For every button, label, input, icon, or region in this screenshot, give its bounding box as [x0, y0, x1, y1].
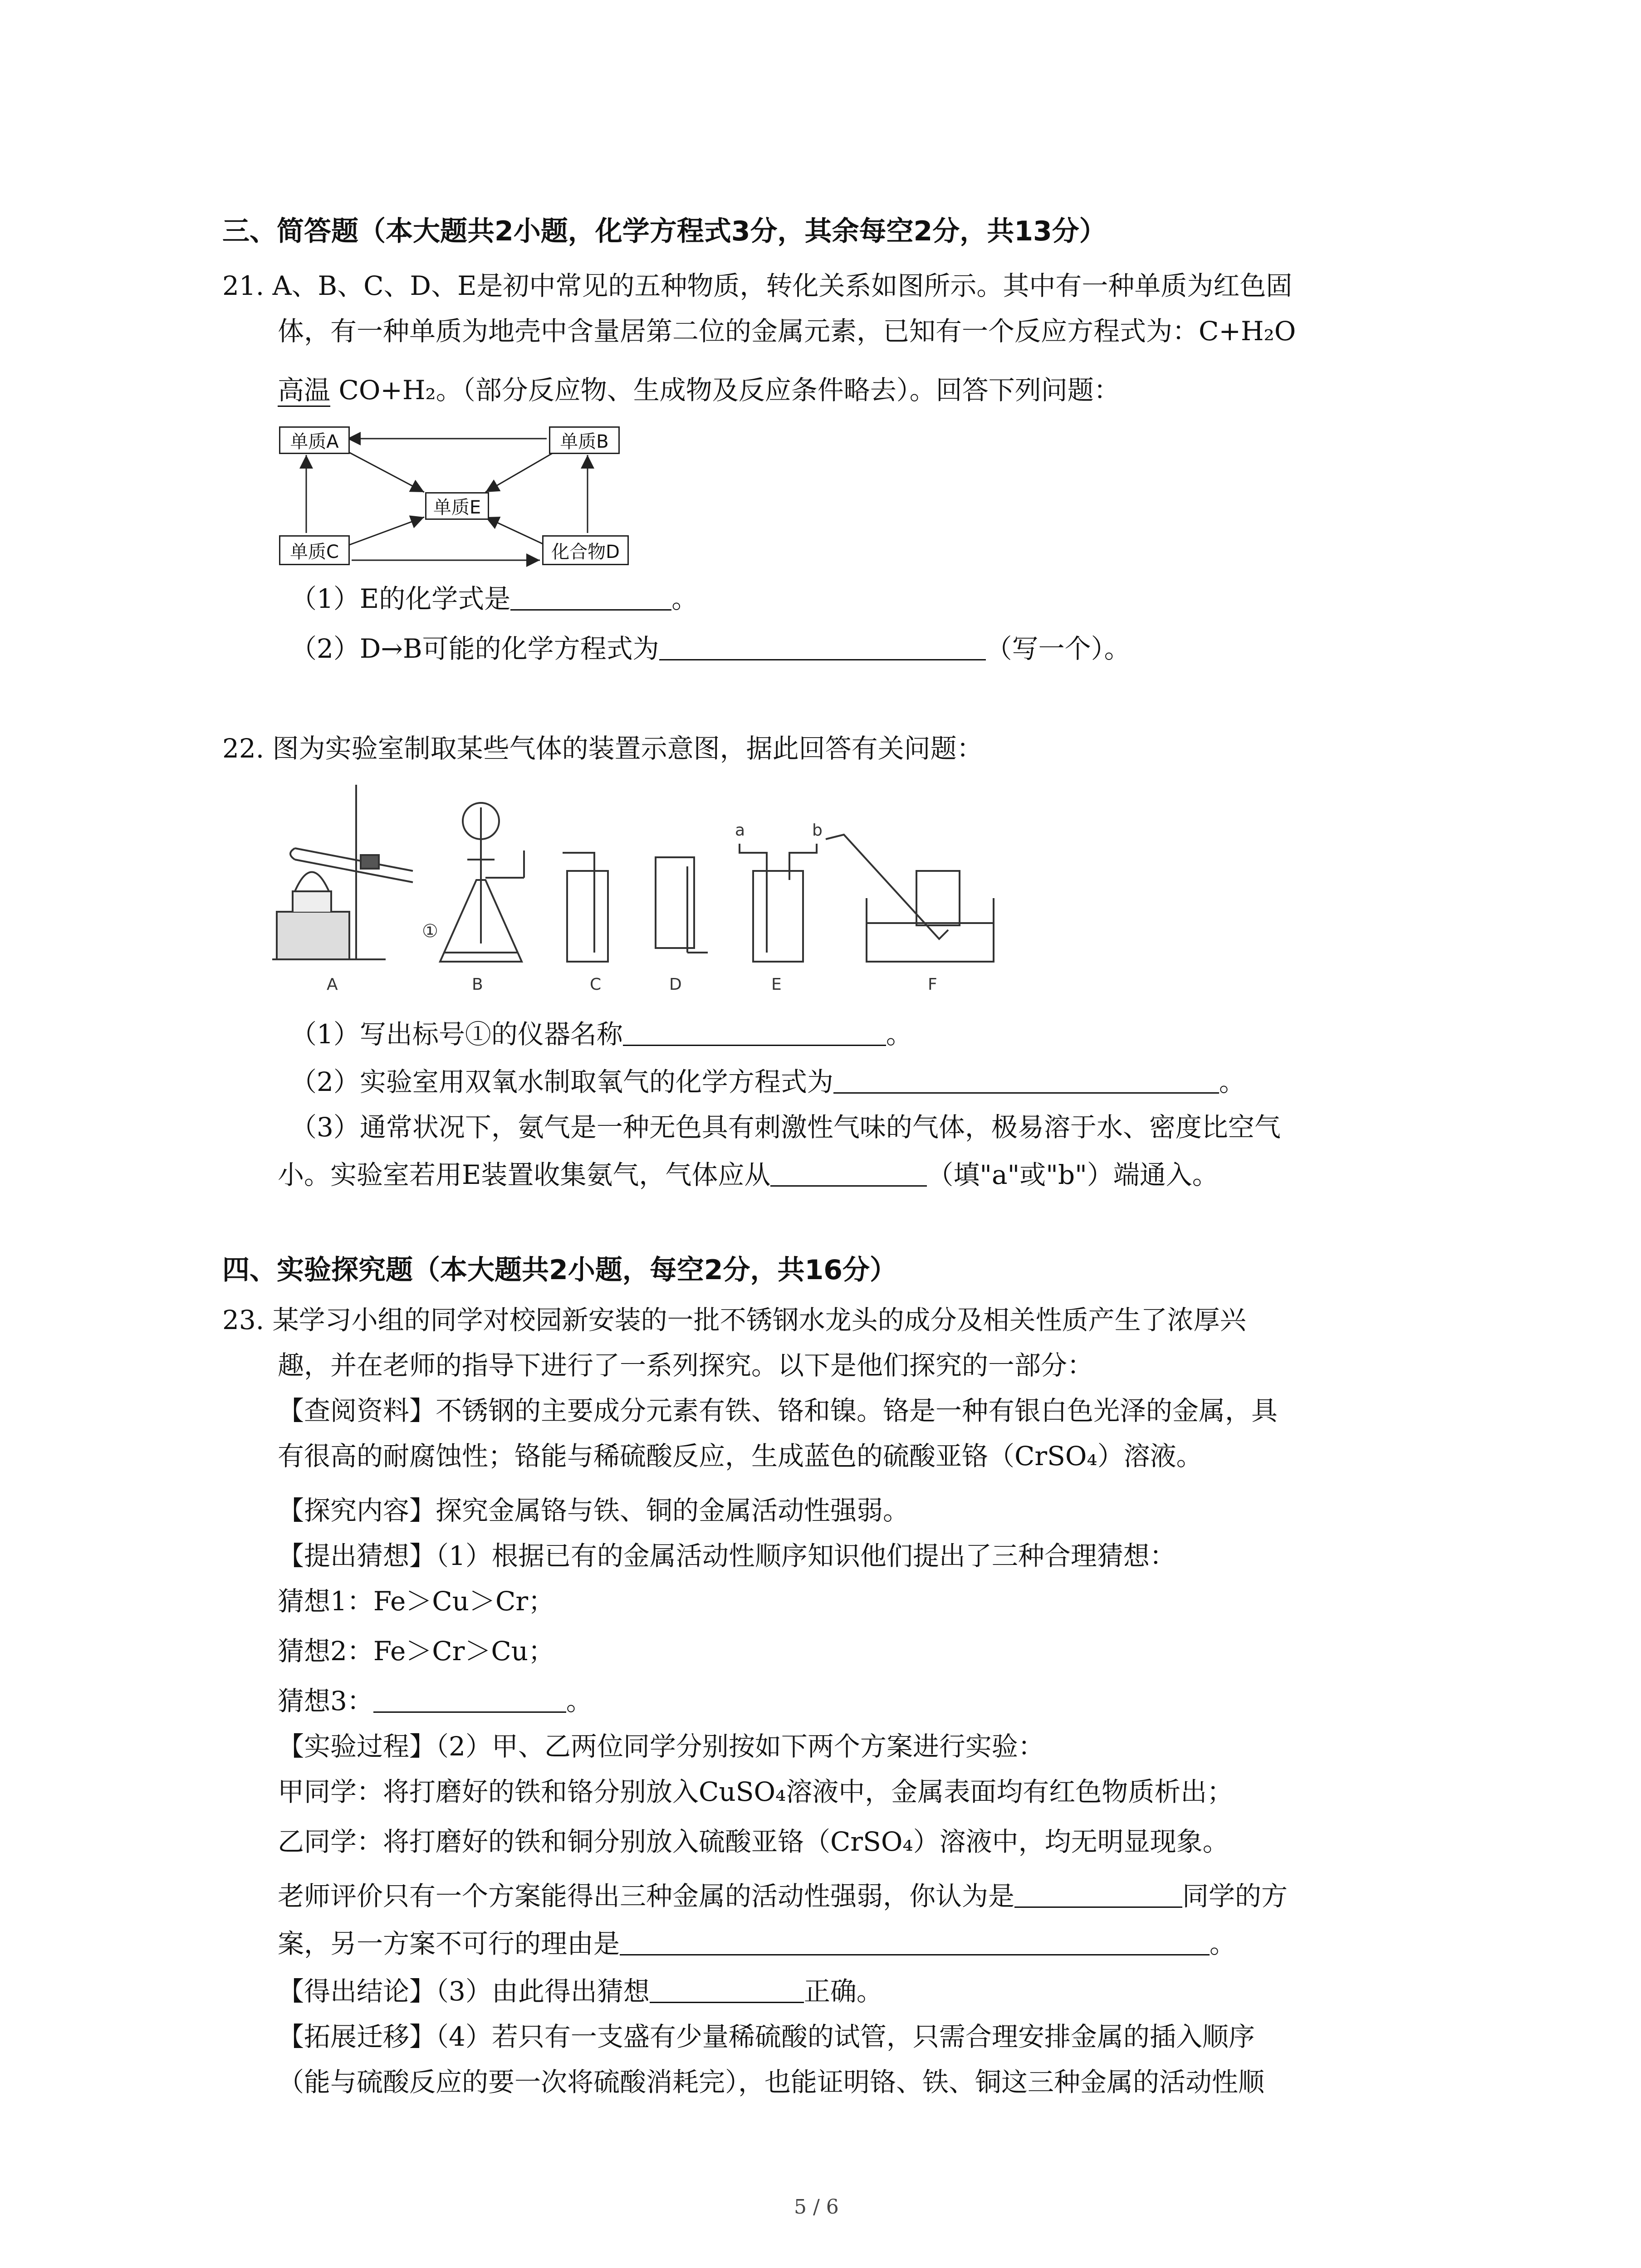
q23-line-6: 【提出猜想】（1）根据已有的金属活动性顺序知识他们提出了三种合理猜想： — [278, 1540, 1176, 1571]
section-4-title: 四、实验探究题（本大题共2小题，每空2分，共16分） — [222, 1254, 897, 1286]
q23-line-12: 乙同学：将打磨好的铁和铜分别放入硫酸亚铬（CrSO₄）溶液中，均无明显现象。 — [278, 1826, 1229, 1857]
reaction-condition: 高温 — [278, 375, 330, 407]
apparatus-d — [656, 857, 708, 953]
guess-3: 猜想3： 。 — [278, 1686, 593, 1716]
q22-line-1: 22. 图为实验室制取某些气体的装置示意图，据此回答有关问题： — [222, 733, 983, 764]
q23-line-2: 趣，并在老师的指导下进行了一系列探究。以下是他们探究的一部分： — [278, 1350, 1094, 1381]
conversion-diagram — [279, 424, 628, 574]
q23-line-3: 【查阅资料】不锈钢的主要成分元素有铁、铬和镍。铬是一种有银白色光泽的金属，具 — [278, 1395, 1278, 1426]
guess-2: 猜想2：Fe＞Cr＞Cu； — [278, 1636, 555, 1667]
q22-sub-1: （1）写出标号①的仪器名称 。 — [290, 1019, 912, 1050]
apparatus-a — [272, 785, 413, 959]
section-3-title: 三、简答题（本大题共2小题，化学方程式3分，其余每空2分，共13分） — [222, 215, 1107, 247]
node-d: 化合物D — [542, 535, 629, 565]
apparatus-e — [740, 844, 817, 962]
label-b: B — [472, 975, 483, 994]
q22-sub-3-line-1: （3）通常状况下，氨气是一种无色具有刺激性气味的气体，极易溶于水、密度比空气 — [290, 1112, 1281, 1143]
q23-line-4: 有很高的耐腐蚀性；铬能与稀硫酸反应，生成蓝色的硫酸亚铬（CrSO₄）溶液。 — [278, 1441, 1203, 1471]
answer-blank[interactable] — [659, 634, 986, 660]
apparatus-c — [563, 853, 608, 962]
answer-blank[interactable] — [620, 1929, 1210, 1955]
node-a: 单质A — [279, 426, 350, 454]
port-b-label: b — [812, 821, 823, 840]
apparatus-figure — [268, 780, 1411, 1016]
node-e: 单质E — [425, 492, 489, 520]
node-c: 单质C — [279, 535, 350, 565]
q23-line-11: 甲同学：将打磨好的铁和铬分别放入CuSO₄溶液中，金属表面均有红色物质析出； — [278, 1776, 1234, 1807]
answer-blank[interactable] — [1014, 1881, 1182, 1908]
answer-blank[interactable] — [650, 1976, 804, 2003]
q23-line-16: 【拓展迁移】（4）若只有一支盛有少量稀硫酸的试管，只需合理安排金属的插入顺序 — [278, 2021, 1255, 2052]
q23-line-5: 【探究内容】探究金属铬与铁、铜的金属活动性强弱。 — [278, 1495, 910, 1526]
answer-blank[interactable] — [770, 1160, 927, 1187]
q23-line-13: 老师评价只有一个方案能得出三种金属的活动性强弱，你认为是 同学的方 — [278, 1881, 1288, 1911]
answer-blank[interactable] — [833, 1067, 1219, 1094]
q21-sub-1: （1）E的化学式是 。 — [290, 583, 698, 614]
label-e: E — [771, 975, 782, 994]
apparatus-b — [440, 803, 524, 962]
q21-line-2: 体，有一种单质为地壳中含量居第二位的金属元素，已知有一个反应方程式为：C+H₂O — [278, 316, 1296, 347]
label-a: A — [327, 975, 338, 994]
label-c: C — [590, 975, 602, 994]
guess-1: 猜想1：Fe＞Cu＞Cr； — [278, 1586, 555, 1617]
answer-blank[interactable] — [510, 584, 671, 611]
q23-line-15: 【得出结论】（3）由此得出猜想 正确。 — [278, 1976, 883, 2007]
page-number: 5 / 6 — [794, 2195, 839, 2219]
apparatus-f — [826, 835, 994, 962]
q21-line-1: 21. A、B、C、D、E是初中常见的五种物质，转化关系如图所示。其中有一种单质为红色固 — [222, 270, 1293, 301]
q23-line-10: 【实验过程】（2）甲、乙两位同学分别按如下两个方案进行实验： — [278, 1731, 1044, 1762]
q21-line-3: 高温 CO+H₂。（部分反应物、生成物及反应条件略去）。回答下列问题： — [278, 372, 1120, 408]
q23-line-1: 23. 某学习小组的同学对校园新安装的一批不锈钢水龙头的成分及相关性质产生了浓厚兴 — [222, 1305, 1246, 1335]
q23-line-14: 案，另一方案不可行的理由是 。 — [278, 1928, 1236, 1959]
label-d: D — [669, 975, 682, 994]
q22-sub-3-line-2: 小。实验室若用E装置收集氨气，气体应从 （填"a"或"b"）端通入。 — [278, 1159, 1219, 1190]
q21-sub-2: （2）D→B可能的化学方程式为 （写一个）。 — [290, 633, 1131, 664]
q22-sub-2: （2）实验室用双氧水制取氧气的化学方程式为 。 — [290, 1066, 1245, 1097]
answer-blank[interactable] — [373, 1686, 566, 1713]
answer-blank[interactable] — [623, 1019, 886, 1046]
label-f: F — [928, 975, 937, 994]
apparatus-drawing — [268, 780, 1411, 1016]
q23-line-17: （能与硫酸反应的要一次将硫酸消耗完），也能证明铬、铁、铜这三种金属的活动性顺 — [278, 2067, 1265, 2097]
marker-1: ① — [422, 921, 438, 942]
node-b: 单质B — [549, 426, 620, 454]
port-a-label: a — [735, 821, 745, 840]
